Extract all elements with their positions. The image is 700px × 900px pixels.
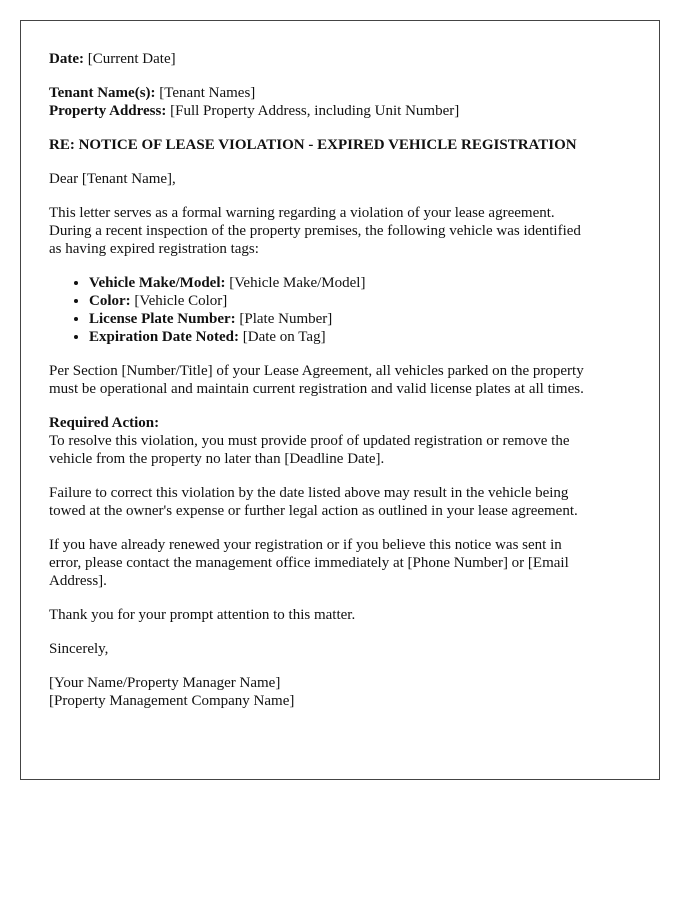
letter-page (20, 20, 660, 780)
intro-paragraph (49, 204, 631, 258)
intro-line: This letter serves as a formal warning regarding a violation of your lease agreement. (49, 205, 555, 221)
intro-line: as having expired registration tags: (49, 241, 259, 257)
detail-value: [Date on Tag] (242, 329, 326, 345)
list-item (89, 310, 631, 328)
detail-label: Expiration Date Noted: (89, 329, 239, 345)
required-action-heading: Required Action: (49, 415, 160, 431)
signature-block (49, 674, 631, 710)
contact-paragraph (49, 536, 631, 590)
contact-line: error, please contact the management office immediately at [Phone Number] or [Email (49, 555, 569, 571)
required-action-section (49, 414, 631, 468)
tenant-value: [Tenant Names] (159, 85, 256, 101)
salutation: Dear [Tenant Name], (49, 171, 176, 187)
list-item (89, 328, 631, 346)
list-item (89, 292, 631, 310)
date-value: [Current Date] (87, 51, 176, 67)
subject-line: RE: NOTICE OF LEASE VIOLATION - EXPIRED VEHICLE REGISTRATION (49, 137, 577, 153)
signature-company: [Property Management Company Name] (49, 693, 295, 709)
closing-line: Sincerely, (49, 641, 109, 657)
required-action-line: To resolve this violation, you must provide proof of updated registration or remove the (49, 433, 570, 449)
date-line (49, 50, 631, 68)
policy-paragraph (49, 362, 631, 398)
contact-line: Address]. (49, 573, 107, 589)
detail-label: Vehicle Make/Model: (89, 275, 226, 291)
address-line (49, 102, 631, 120)
consequence-line: towed at the owner's expense or further legal action as outlined in your lease agreement. (49, 503, 578, 519)
detail-value: [Plate Number] (239, 311, 333, 327)
detail-value: [Vehicle Color] (134, 293, 228, 309)
address-label: Property Address: (49, 103, 167, 119)
detail-label: Color: (89, 293, 131, 309)
tenant-line (49, 84, 631, 102)
required-action-line: vehicle from the property no later than [Deadline Date]. (49, 451, 385, 467)
recipient-block (49, 84, 631, 120)
policy-line: Per Section [Number/Title] of your Lease Agreement, all vehicles parked on the property (49, 363, 584, 379)
contact-line: If you have already renewed your registration or if you believe this notice was sent in (49, 537, 562, 553)
consequence-paragraph (49, 484, 631, 520)
detail-value: [Vehicle Make/Model] (229, 275, 366, 291)
consequence-line: Failure to correct this violation by the date listed above may result in the vehicle being (49, 485, 569, 501)
list-item (89, 274, 631, 292)
policy-line: must be operational and maintain current registration and valid license plates at all times. (49, 381, 584, 397)
date-label: Date: (49, 51, 84, 67)
thanks-line: Thank you for your prompt attention to this matter. (49, 607, 356, 623)
signature-name: [Your Name/Property Manager Name] (49, 675, 281, 691)
intro-line: During a recent inspection of the property premises, the following vehicle was identified (49, 223, 581, 239)
address-value: [Full Property Address, including Unit Number] (170, 103, 460, 119)
detail-label: License Plate Number: (89, 311, 236, 327)
vehicle-details-list (49, 274, 631, 346)
tenant-label: Tenant Name(s): (49, 85, 156, 101)
